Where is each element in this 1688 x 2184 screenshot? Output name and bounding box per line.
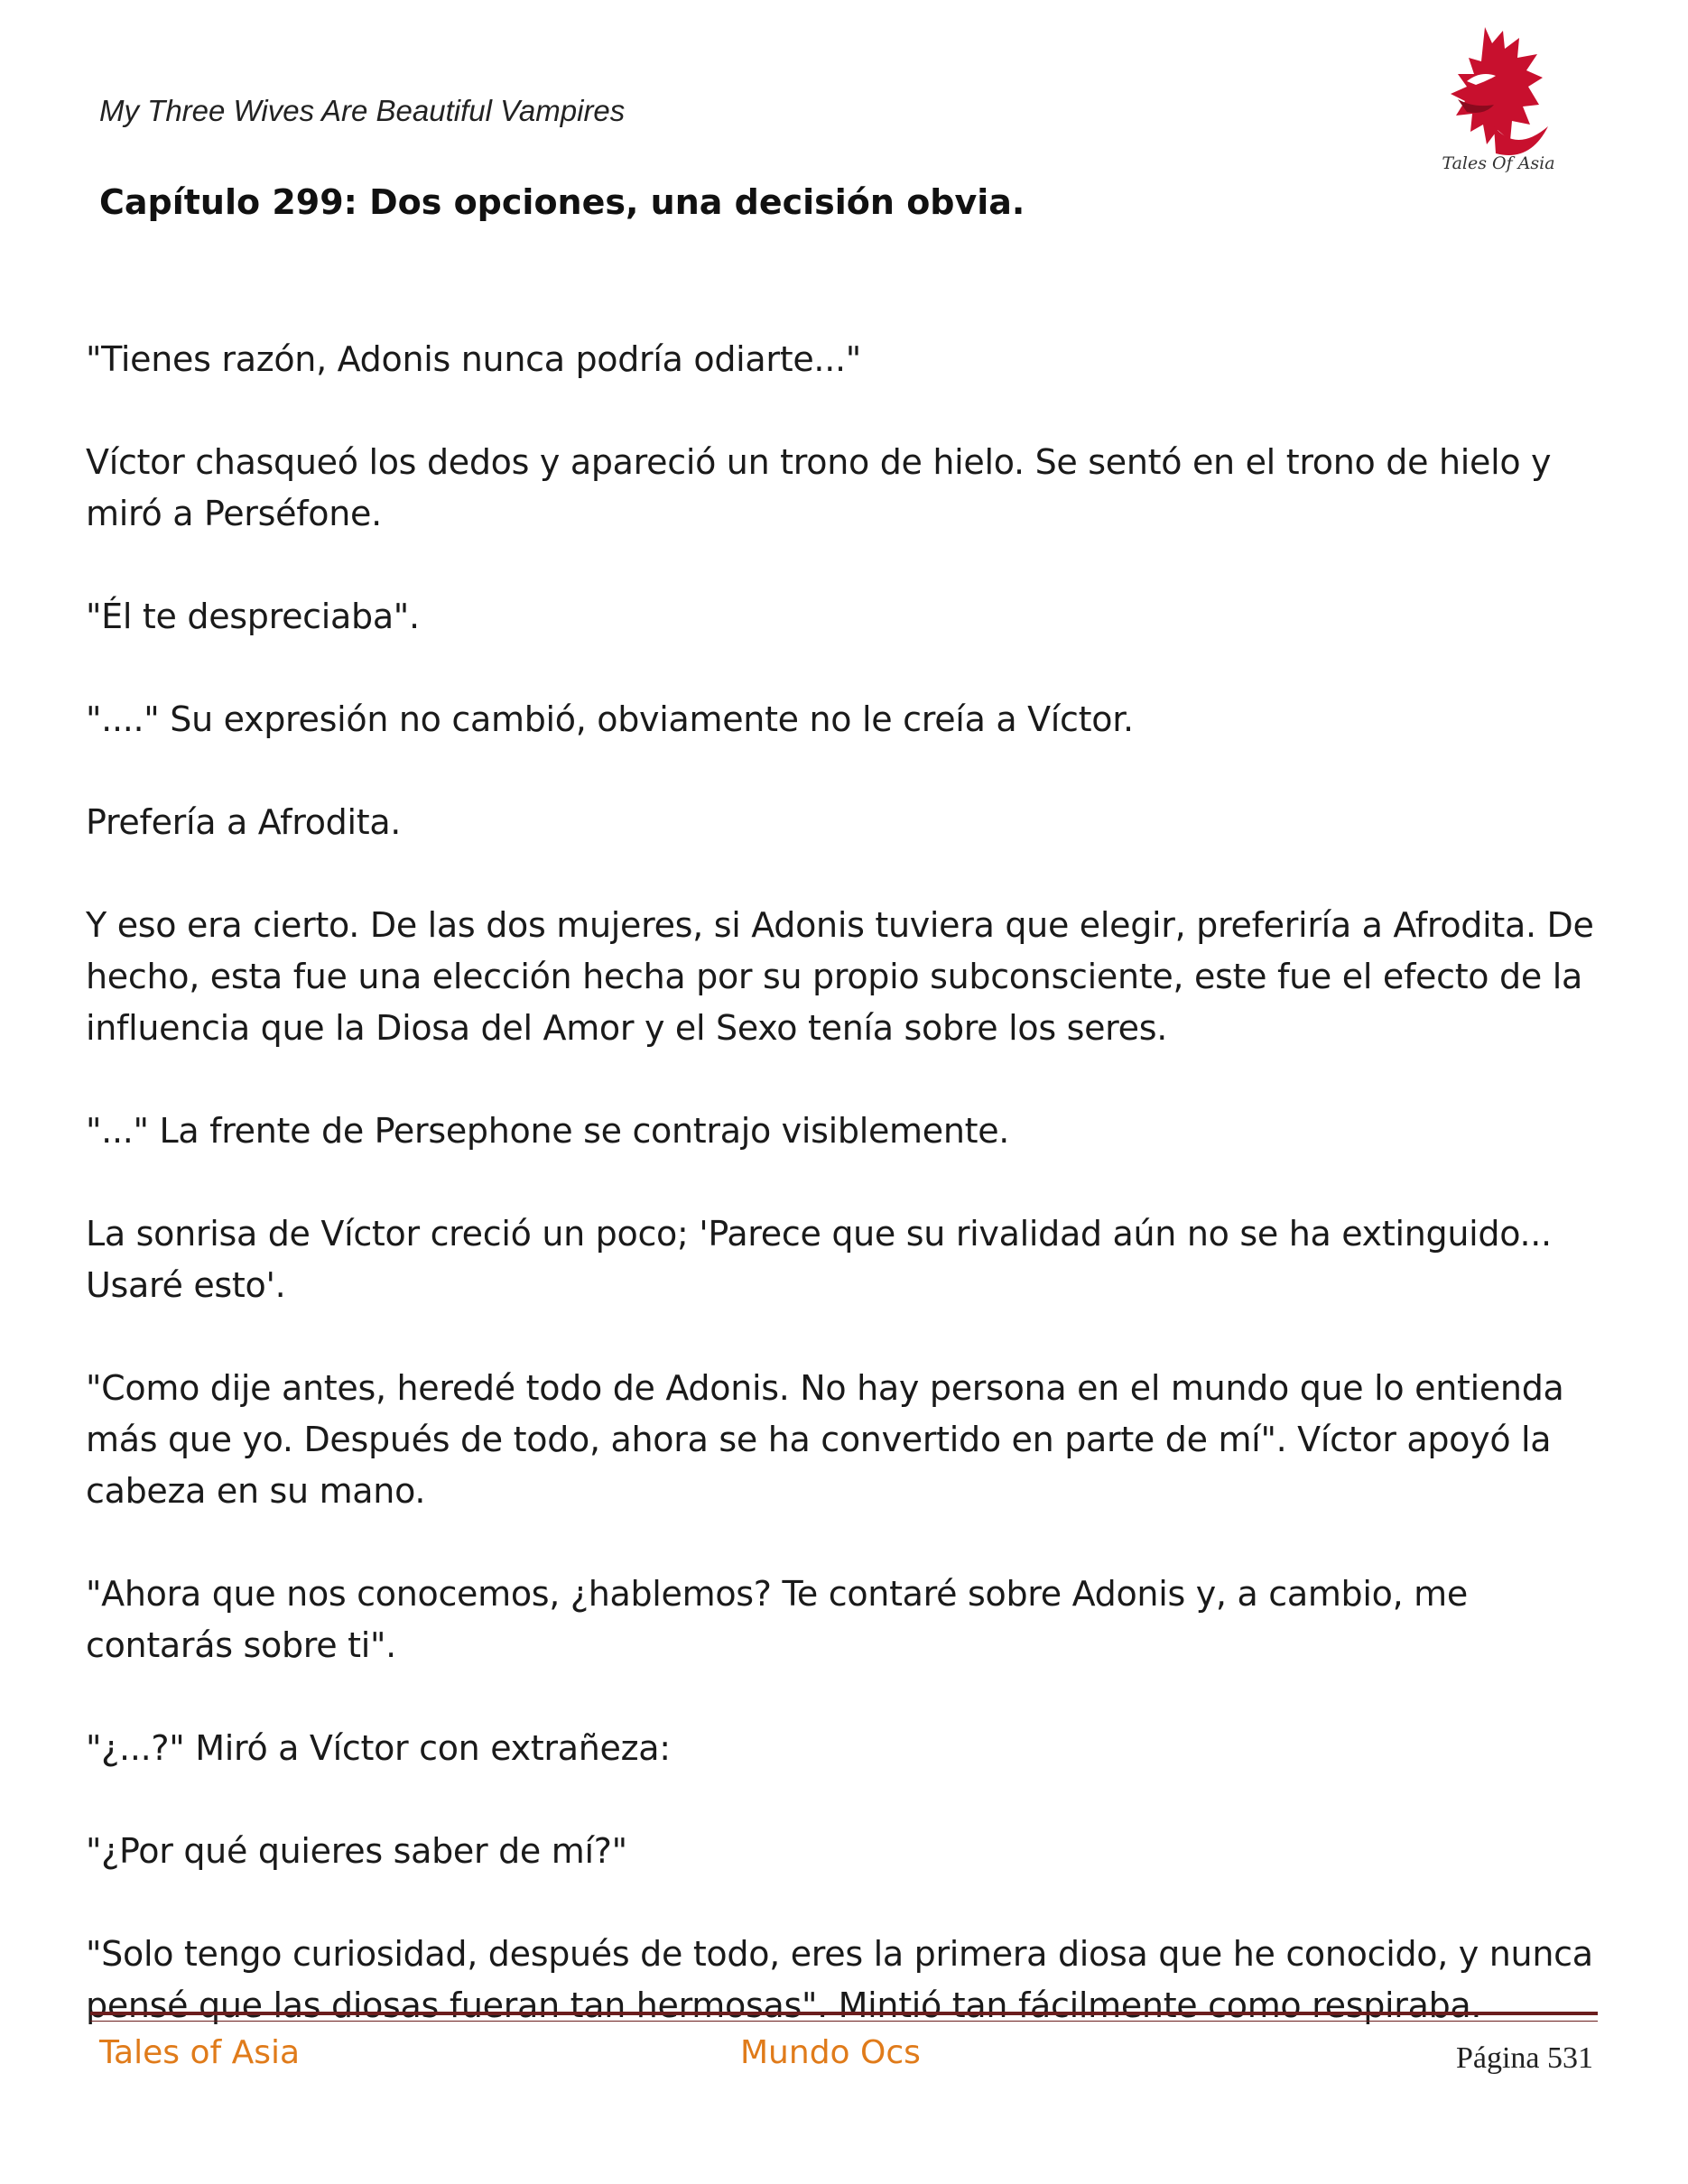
paragraph: "Solo tengo curiosidad, después de todo, eres la primera diosa que he conocido, y nunca pensé que las diosas fueran tan hermosas". Mintió tan fácilmente como respiraba. <box>86 1934 1593 2025</box>
paragraph: Y eso era cierto. De las dos mujeres, si Adonis tuviera que elegir, preferiría a Afrodita. De hecho, esta fue una elección hecha por su propio subconsciente, este fue el efecto de la influencia que la Diosa del Amor y el Sexo tenía sobre los seres. <box>86 905 1594 1048</box>
paragraph: Víctor chasqueó los dedos y apareció un trono de hielo. Se sentó en el trono de hielo y miró a Perséfone. <box>86 442 1552 533</box>
page-number: Página 531 <box>1455 2041 1593 2075</box>
paragraph: "Él te despreciaba". <box>86 597 420 636</box>
chapter-title: Capítulo 299: Dos opciones, una decisión obvia. <box>99 182 1025 222</box>
paragraph: "Ahora que nos conocemos, ¿hablemos? Te contaré sobre Adonis y, a cambio, me contarás sobre ti". <box>86 1574 1468 1665</box>
paragraph: "¿...?" Miró a Víctor con extrañeza: <box>86 1728 671 1768</box>
paragraph: "Tienes razón, Adonis nunca podría odiarte..." <box>86 339 861 379</box>
paragraph: La sonrisa de Víctor creció un poco; 'Parece que su rivalidad aún no se ha extinguido... Usaré esto'. <box>86 1214 1552 1305</box>
paragraph: "...." Su expresión no cambió, obviamente no le creía a Víctor. <box>86 699 1134 739</box>
footer-divider <box>90 2012 1598 2022</box>
paragraph: "..." La frente de Persephone se contrajo visiblemente. <box>86 1111 1010 1151</box>
footer-site-name: Tales of Asia <box>99 2034 301 2071</box>
tales-of-asia-logo <box>1431 18 1566 180</box>
chapter-body <box>86 334 1620 2083</box>
logo-text: Tales Of Asia <box>1442 153 1555 173</box>
footer-section-name: Mundo Ocs <box>740 2034 921 2071</box>
paragraph: "¿Por qué quieres saber de mí?" <box>86 1831 627 1871</box>
book-title: My Three Wives Are Beautiful Vampires <box>99 94 626 127</box>
paragraph: Prefería a Afrodita. <box>86 802 402 842</box>
paragraph: "Como dije antes, heredé todo de Adonis. No hay persona en el mundo que lo entienda más que yo. Después de todo, ahora se ha convertido en parte de mí". Víctor apoyó la cabeza en su mano. <box>86 1368 1564 1511</box>
